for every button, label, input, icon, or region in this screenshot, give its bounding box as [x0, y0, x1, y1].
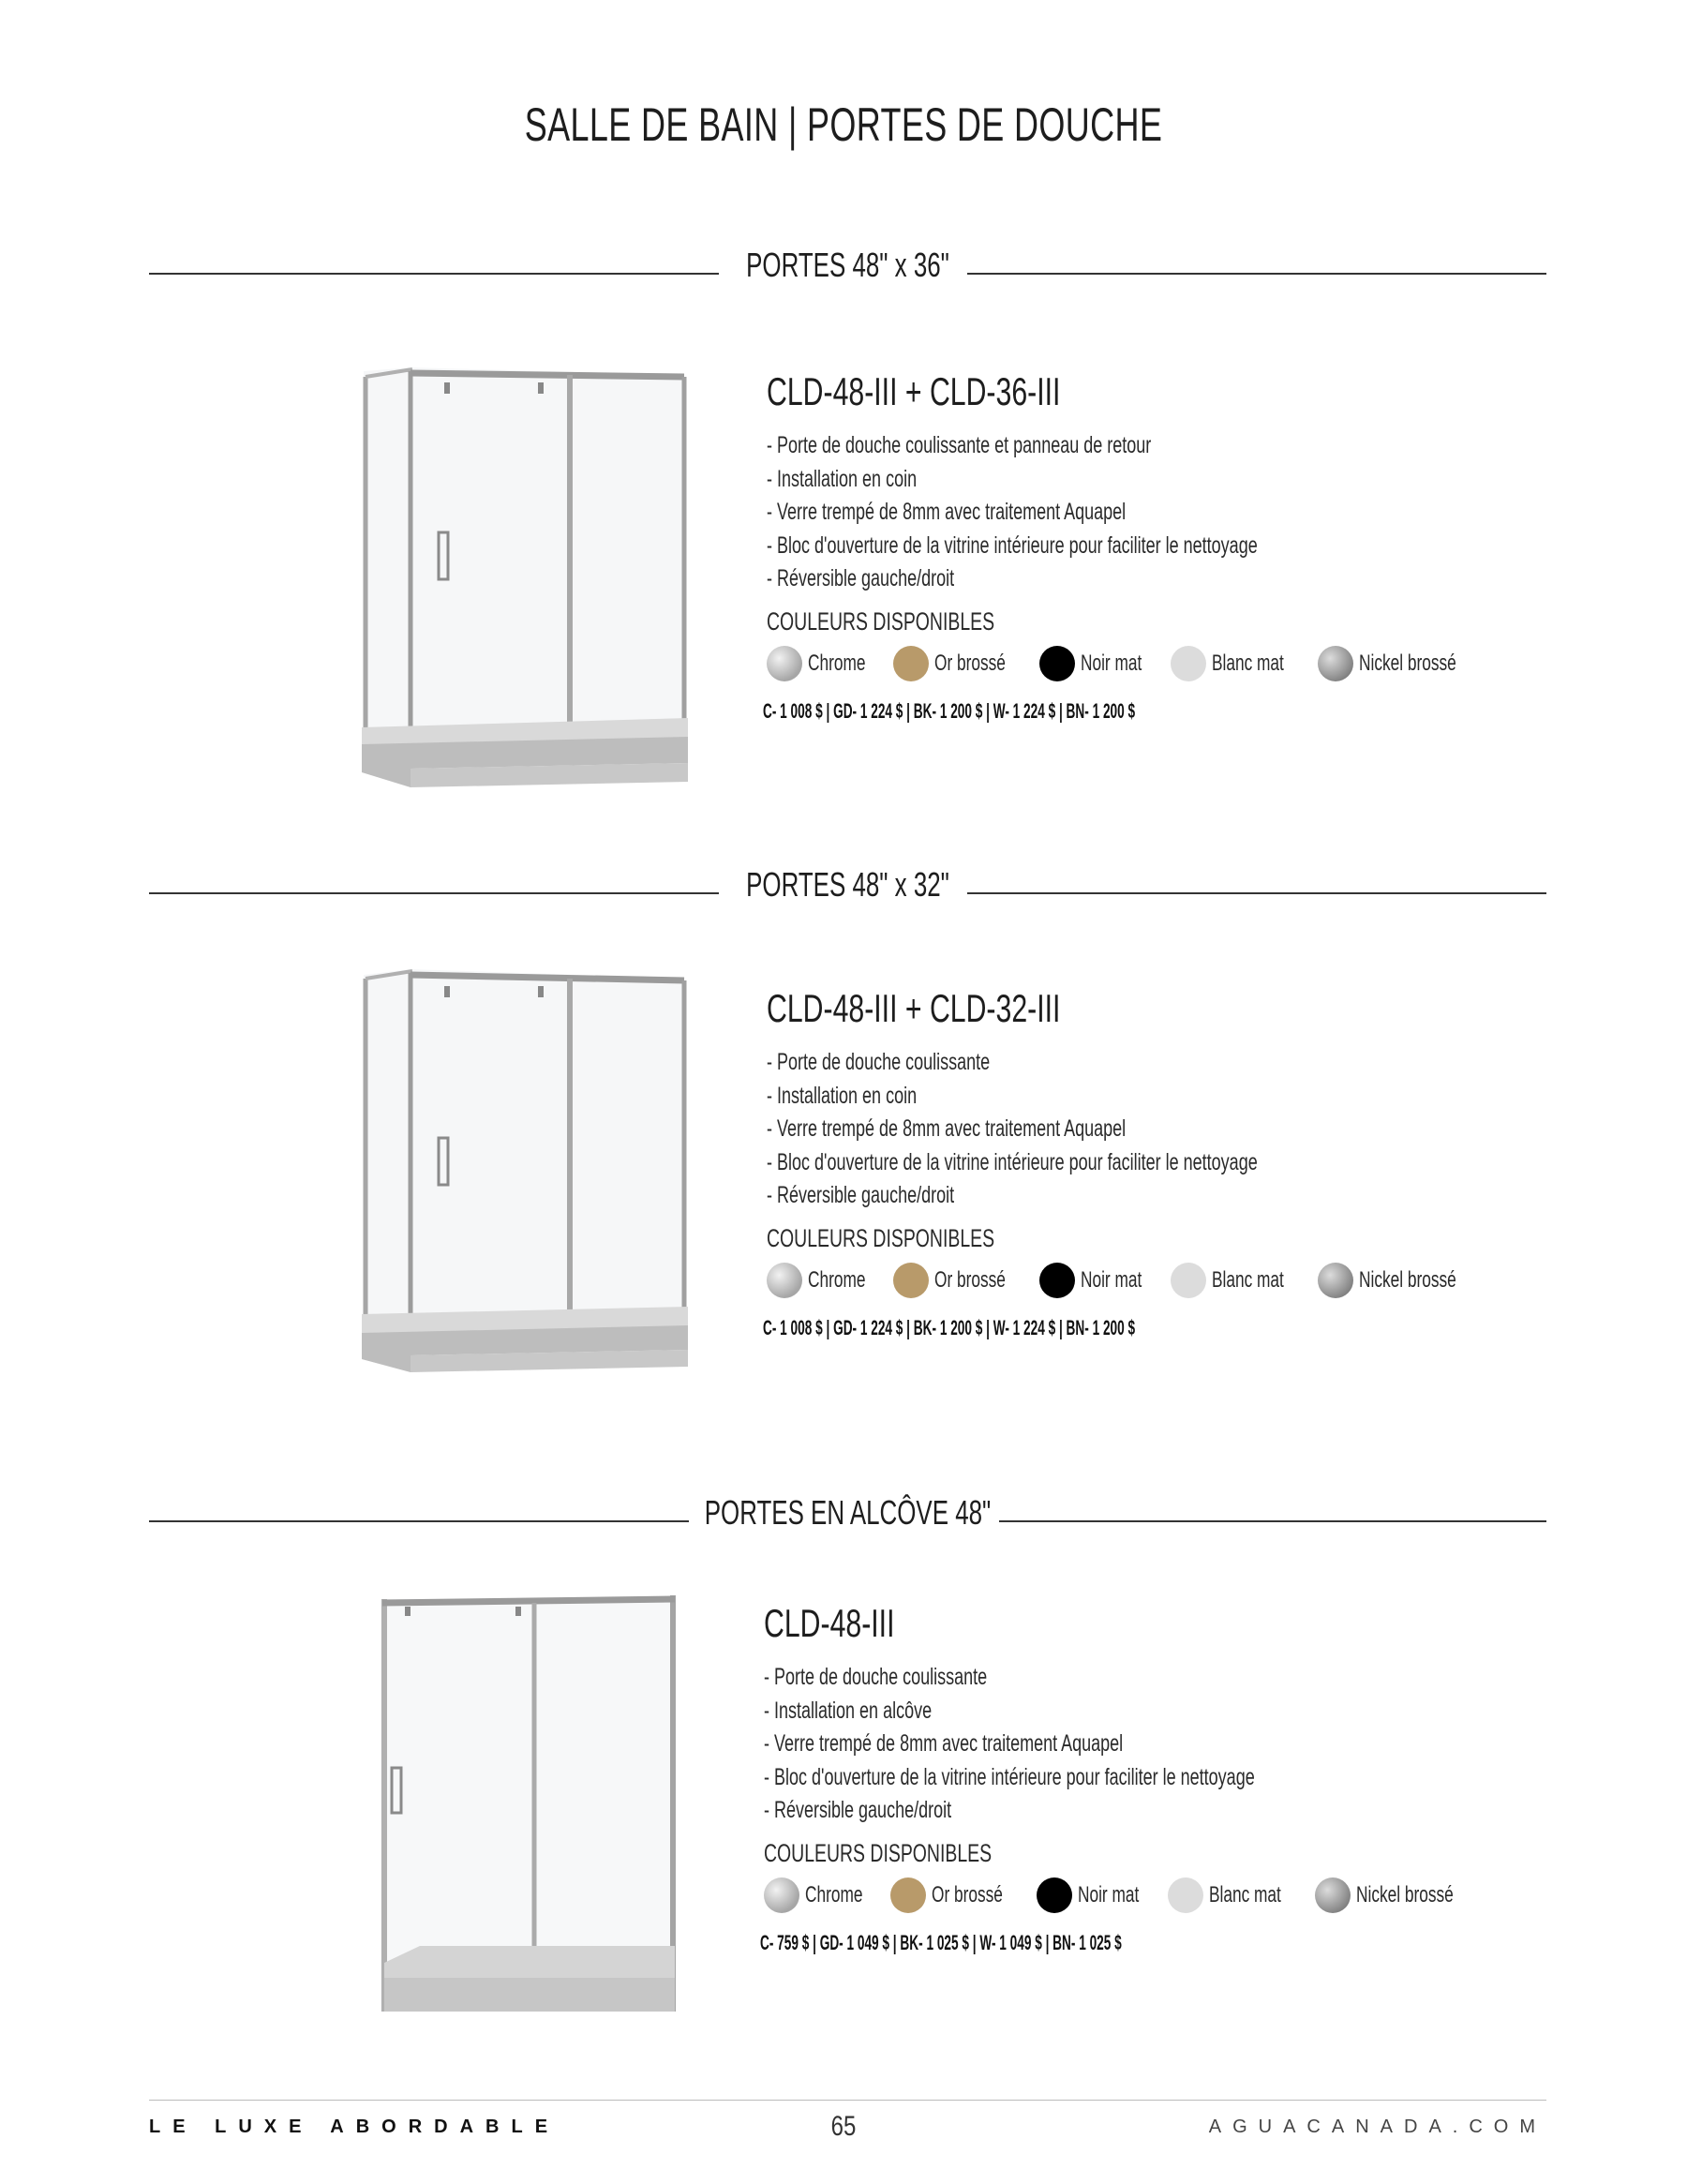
- swatch-label: Chrome: [805, 1881, 863, 1907]
- swatch-label: Chrome: [808, 650, 866, 676]
- swatch-noir-mat: [1037, 1877, 1163, 1913]
- swatch-blanc-mat: [1171, 1263, 1312, 1298]
- section-header: [149, 1493, 1546, 1549]
- nickel-swatch-icon: [1318, 1263, 1353, 1298]
- white-swatch-icon: [1168, 1877, 1203, 1913]
- swatch-or-brosse: [893, 646, 1033, 681]
- feature-item: - Porte de douche coulissante: [764, 1664, 988, 1690]
- colors-title: COULEURS DISPONIBLES: [767, 1223, 995, 1252]
- feature-item: - Réversible gauche/droit: [767, 565, 955, 591]
- swatch-label: Noir mat: [1077, 1881, 1140, 1907]
- swatch-noir-mat: [1039, 1263, 1166, 1298]
- feature-item: - Installation en coin: [767, 465, 918, 492]
- swatch-noir-mat: [1039, 646, 1166, 681]
- section-title: PORTES 48" x 36": [746, 246, 949, 284]
- swatch-label: Nickel brossé: [1356, 1881, 1454, 1907]
- model-number: CLD-48-III + CLD-32-III: [767, 986, 1061, 1030]
- swatch-label: Blanc mat: [1212, 1266, 1285, 1293]
- color-swatches: [764, 1875, 1551, 1916]
- swatch-label: Noir mat: [1080, 1266, 1142, 1293]
- product-info: [760, 1601, 1551, 1955]
- swatch-blanc-mat: [1168, 1877, 1309, 1913]
- white-swatch-icon: [1171, 1263, 1206, 1298]
- chrome-swatch-icon: [767, 1263, 802, 1298]
- swatch-label: Nickel brossé: [1359, 1266, 1456, 1293]
- price-list: C- 1 008 $ | GD- 1 224 $ | BK- 1 200 $ | W- 1 224 $ | BN- 1 200 $: [763, 698, 1136, 723]
- swatch-label: Blanc mat: [1212, 650, 1285, 676]
- swatch-label: Blanc mat: [1209, 1881, 1282, 1907]
- colors-title: COULEURS DISPONIBLES: [767, 606, 995, 636]
- swatch-label: Nickel brossé: [1359, 650, 1456, 676]
- white-swatch-icon: [1171, 646, 1206, 681]
- black-swatch-icon: [1039, 646, 1075, 681]
- feature-item: - Réversible gauche/droit: [767, 1182, 955, 1208]
- chrome-swatch-icon: [767, 646, 802, 681]
- colors-title: COULEURS DISPONIBLES: [764, 1838, 993, 1867]
- black-swatch-icon: [1037, 1877, 1072, 1913]
- corner-shower-enclosure-image: [354, 965, 692, 1378]
- corner-shower-enclosure-image: [354, 364, 692, 795]
- black-swatch-icon: [1039, 1263, 1075, 1298]
- gold-swatch-icon: [893, 1263, 929, 1298]
- feature-item: - Verre trempé de 8mm avec traitement Aquapel: [764, 1730, 1124, 1757]
- price-list: C- 759 $ | GD- 1 049 $ | BK- 1 025 $ | W- 1 049 $ | BN- 1 025 $: [760, 1930, 1122, 1954]
- swatch-nickel-brosse: [1315, 1877, 1491, 1913]
- feature-list: [767, 1046, 1554, 1213]
- feature-list: [767, 429, 1554, 596]
- feature-item: - Bloc d'ouverture de la vitrine intérieure pour faciliter le nettoyage: [767, 531, 1258, 559]
- feature-item: - Porte de douche coulissante et panneau de retour: [767, 432, 1152, 458]
- swatch-label: Chrome: [808, 1266, 866, 1293]
- feature-item: - Réversible gauche/droit: [764, 1797, 952, 1823]
- swatch-chrome: [767, 1263, 888, 1298]
- swatch-nickel-brosse: [1318, 1263, 1494, 1298]
- product-info: [763, 369, 1554, 724]
- feature-item: - Verre trempé de 8mm avec traitement Aquapel: [767, 1115, 1127, 1142]
- color-swatches: [767, 643, 1554, 684]
- swatch-nickel-brosse: [1318, 646, 1494, 681]
- divider: [967, 273, 1546, 275]
- feature-item: - Bloc d'ouverture de la vitrine intérieure pour faciliter le nettoyage: [767, 1148, 1258, 1175]
- section-title: PORTES EN ALCÔVE 48": [704, 1493, 992, 1532]
- model-number: CLD-48-III + CLD-36-III: [767, 369, 1061, 413]
- feature-item: - Installation en alcôve: [764, 1697, 933, 1724]
- price-list: C- 1 008 $ | GD- 1 224 $ | BK- 1 200 $ | W- 1 224 $ | BN- 1 200 $: [763, 1315, 1136, 1339]
- swatch-or-brosse: [890, 1877, 1030, 1913]
- nickel-swatch-icon: [1315, 1877, 1351, 1913]
- swatch-chrome: [767, 646, 888, 681]
- page-number: 65: [830, 2111, 857, 2142]
- section-title: PORTES 48" x 32": [746, 865, 949, 904]
- gold-swatch-icon: [893, 646, 929, 681]
- chrome-swatch-icon: [764, 1877, 799, 1913]
- feature-item: - Bloc d'ouverture de la vitrine intérieure pour faciliter le nettoyage: [764, 1763, 1255, 1790]
- feature-list: [764, 1661, 1551, 1828]
- feature-item: - Porte de douche coulissante: [767, 1049, 991, 1075]
- swatch-or-brosse: [893, 1263, 1033, 1298]
- model-number: CLD-48-III: [764, 1601, 895, 1645]
- alcove-shower-door-image: [373, 1590, 682, 2021]
- gold-swatch-icon: [890, 1877, 926, 1913]
- product-info: [763, 986, 1554, 1340]
- swatch-label: Or brossé: [934, 650, 1007, 676]
- color-swatches: [767, 1260, 1554, 1301]
- swatch-blanc-mat: [1171, 646, 1312, 681]
- feature-item: - Installation en coin: [767, 1082, 918, 1109]
- footer-divider: [149, 2100, 1546, 2101]
- nickel-swatch-icon: [1318, 646, 1353, 681]
- section-header: [149, 865, 1546, 921]
- section-header: [149, 246, 1546, 302]
- footer-website: AGUACANADA.COM: [1208, 2117, 1546, 2137]
- feature-item: - Verre trempé de 8mm avec traitement Aquapel: [767, 499, 1127, 525]
- footer-tagline: LE LUXE ABORDABLE: [149, 2117, 560, 2137]
- swatch-label: Or brossé: [934, 1266, 1007, 1293]
- swatch-chrome: [764, 1877, 885, 1913]
- divider: [999, 1520, 1546, 1522]
- swatch-label: Noir mat: [1080, 650, 1142, 676]
- divider: [967, 892, 1546, 894]
- page-title: SALLE DE BAIN | PORTES DE DOUCHE: [524, 98, 1163, 151]
- swatch-label: Or brossé: [932, 1881, 1004, 1907]
